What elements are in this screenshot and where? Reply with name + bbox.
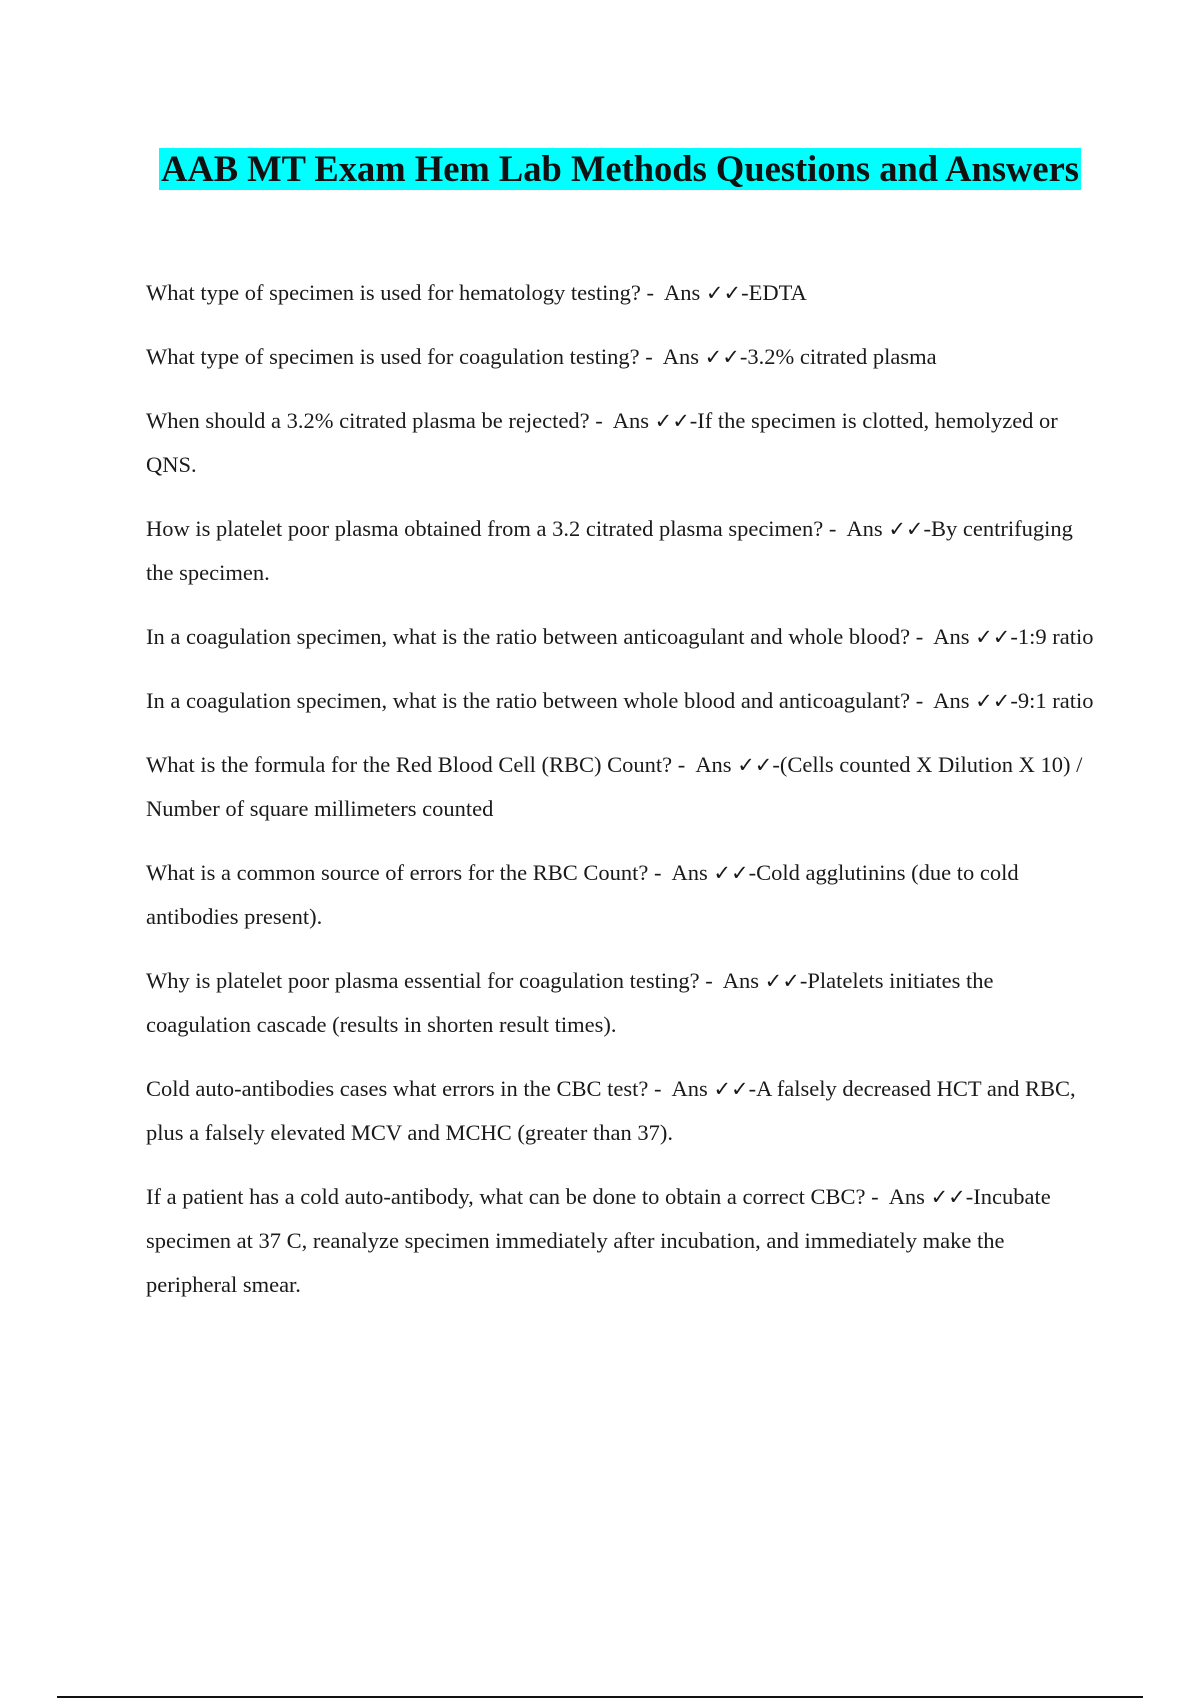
answer-separator: -	[648, 1076, 672, 1101]
answer-text: 3.2% citrated plasma	[747, 344, 937, 369]
answer-marker: Ans ✓✓-	[933, 688, 1018, 713]
answer-marker: Ans ✓✓-	[933, 624, 1018, 649]
answer-label: Ans	[846, 516, 883, 541]
answer-separator: -	[865, 1184, 889, 1209]
answer-text: Platelets initiates the coagulation cascade (results in shorten result times).	[146, 968, 994, 1037]
answer-separator: -	[648, 860, 672, 885]
answer-separator: -	[640, 280, 665, 305]
answer-label: Ans	[933, 688, 970, 713]
answer-marker: Ans ✓✓-	[888, 1184, 974, 1209]
answer-label: Ans	[664, 280, 701, 305]
answer-text: 9:1 ratio	[1017, 688, 1094, 713]
answer-marker: Ans ✓✓-	[664, 280, 749, 305]
double-check-icon: ✓✓	[888, 517, 924, 541]
qa-item	[146, 615, 1096, 659]
answer-marker: Ans ✓✓-	[846, 516, 932, 541]
qa-item	[146, 271, 1096, 315]
answer-marker: Ans ✓✓-	[662, 344, 748, 369]
qa-item	[146, 851, 1096, 939]
answer-text: Cold agglutinins (due to cold antibodies present).	[146, 860, 1019, 929]
question-text: What type of specimen is used for hematology testing?	[146, 280, 641, 305]
qa-item	[146, 1067, 1096, 1155]
answer-label: Ans	[888, 1184, 925, 1209]
question-text: If a patient has a cold auto-antibody, what can be done to obtain a correct CBC?	[146, 1184, 866, 1209]
answer-label: Ans	[695, 752, 732, 777]
qa-item	[146, 399, 1096, 487]
qa-item	[146, 1175, 1096, 1307]
answer-label: Ans	[671, 860, 708, 885]
question-text: Why is platelet poor plasma essential for coagulation testing?	[146, 968, 700, 993]
double-check-icon: ✓✓	[764, 969, 800, 993]
question-text: How is platelet poor plasma obtained from a 3.2 citrated plasma specimen?	[146, 516, 824, 541]
question-text: What type of specimen is used for coagulation testing?	[146, 344, 640, 369]
qa-item	[146, 335, 1096, 379]
page-bottom-rule	[57, 1696, 1143, 1698]
double-check-icon: ✓✓	[930, 1185, 966, 1209]
answer-marker: Ans ✓✓-	[695, 752, 780, 777]
answer-text: By centrifuging the specimen.	[146, 516, 1073, 585]
answer-label: Ans	[662, 344, 700, 369]
qa-list	[146, 271, 1096, 1327]
double-check-icon: ✓✓	[705, 281, 742, 305]
question-text: What is a common source of errors for the RBC Count?	[146, 860, 649, 885]
double-check-icon: ✓✓	[737, 753, 773, 777]
double-check-icon: ✓✓	[713, 861, 749, 885]
double-check-icon: ✓✓	[975, 689, 1011, 713]
answer-label: Ans	[671, 1076, 708, 1101]
answer-text: 1:9 ratio	[1017, 624, 1094, 649]
answer-text: A falsely decreased HCT and RBC, plus a falsely elevated MCV and MCHC (greater than 37).	[146, 1076, 1076, 1145]
answer-label: Ans	[722, 968, 759, 993]
answer-separator: -	[699, 968, 723, 993]
answer-label: Ans	[933, 624, 970, 649]
answer-separator: -	[910, 624, 934, 649]
qa-item	[146, 743, 1096, 831]
answer-marker: Ans ✓✓-	[671, 860, 757, 885]
answer-text: (Cells counted X Dilution X 10) / Number of square millimeters counted	[146, 752, 1083, 821]
qa-item	[146, 679, 1096, 723]
question-text: What is the formula for the Red Blood Cell (RBC) Count?	[146, 752, 673, 777]
question-text: In a coagulation specimen, what is the ratio between whole blood and anticoagulant?	[146, 688, 911, 713]
question-text: Cold auto-antibodies cases what errors in the CBC test?	[146, 1076, 649, 1101]
answer-marker: Ans ✓✓-	[722, 968, 808, 993]
answer-marker: Ans ✓✓-	[612, 408, 698, 433]
answer-marker: Ans ✓✓-	[671, 1076, 757, 1101]
answer-separator: -	[589, 408, 613, 433]
title-wrapper	[0, 148, 1200, 190]
answer-text: If the specimen is clotted, hemolyzed or QNS.	[146, 408, 1058, 477]
answer-text: EDTA	[748, 280, 807, 305]
question-text: When should a 3.2% citrated plasma be rejected?	[146, 408, 590, 433]
answer-separator: -	[910, 688, 934, 713]
question-text: In a coagulation specimen, what is the ratio between anticoagulant and whole blood?	[146, 624, 911, 649]
answer-separator: -	[823, 516, 847, 541]
double-check-icon: ✓✓	[975, 625, 1011, 649]
qa-item	[146, 507, 1096, 595]
answer-text: Incubate specimen at 37 C, reanalyze specimen immediately after incubation, and immediately make the peripheral smear.	[146, 1184, 1051, 1297]
page-title: AAB MT Exam Hem Lab Methods Questions and Answers	[160, 148, 1079, 189]
answer-separator: -	[639, 344, 663, 369]
qa-item	[146, 959, 1096, 1047]
double-check-icon: ✓✓	[654, 409, 690, 433]
answer-separator: -	[672, 752, 696, 777]
double-check-icon: ✓✓	[704, 345, 740, 369]
answer-label: Ans	[612, 408, 649, 433]
double-check-icon: ✓✓	[713, 1077, 749, 1101]
